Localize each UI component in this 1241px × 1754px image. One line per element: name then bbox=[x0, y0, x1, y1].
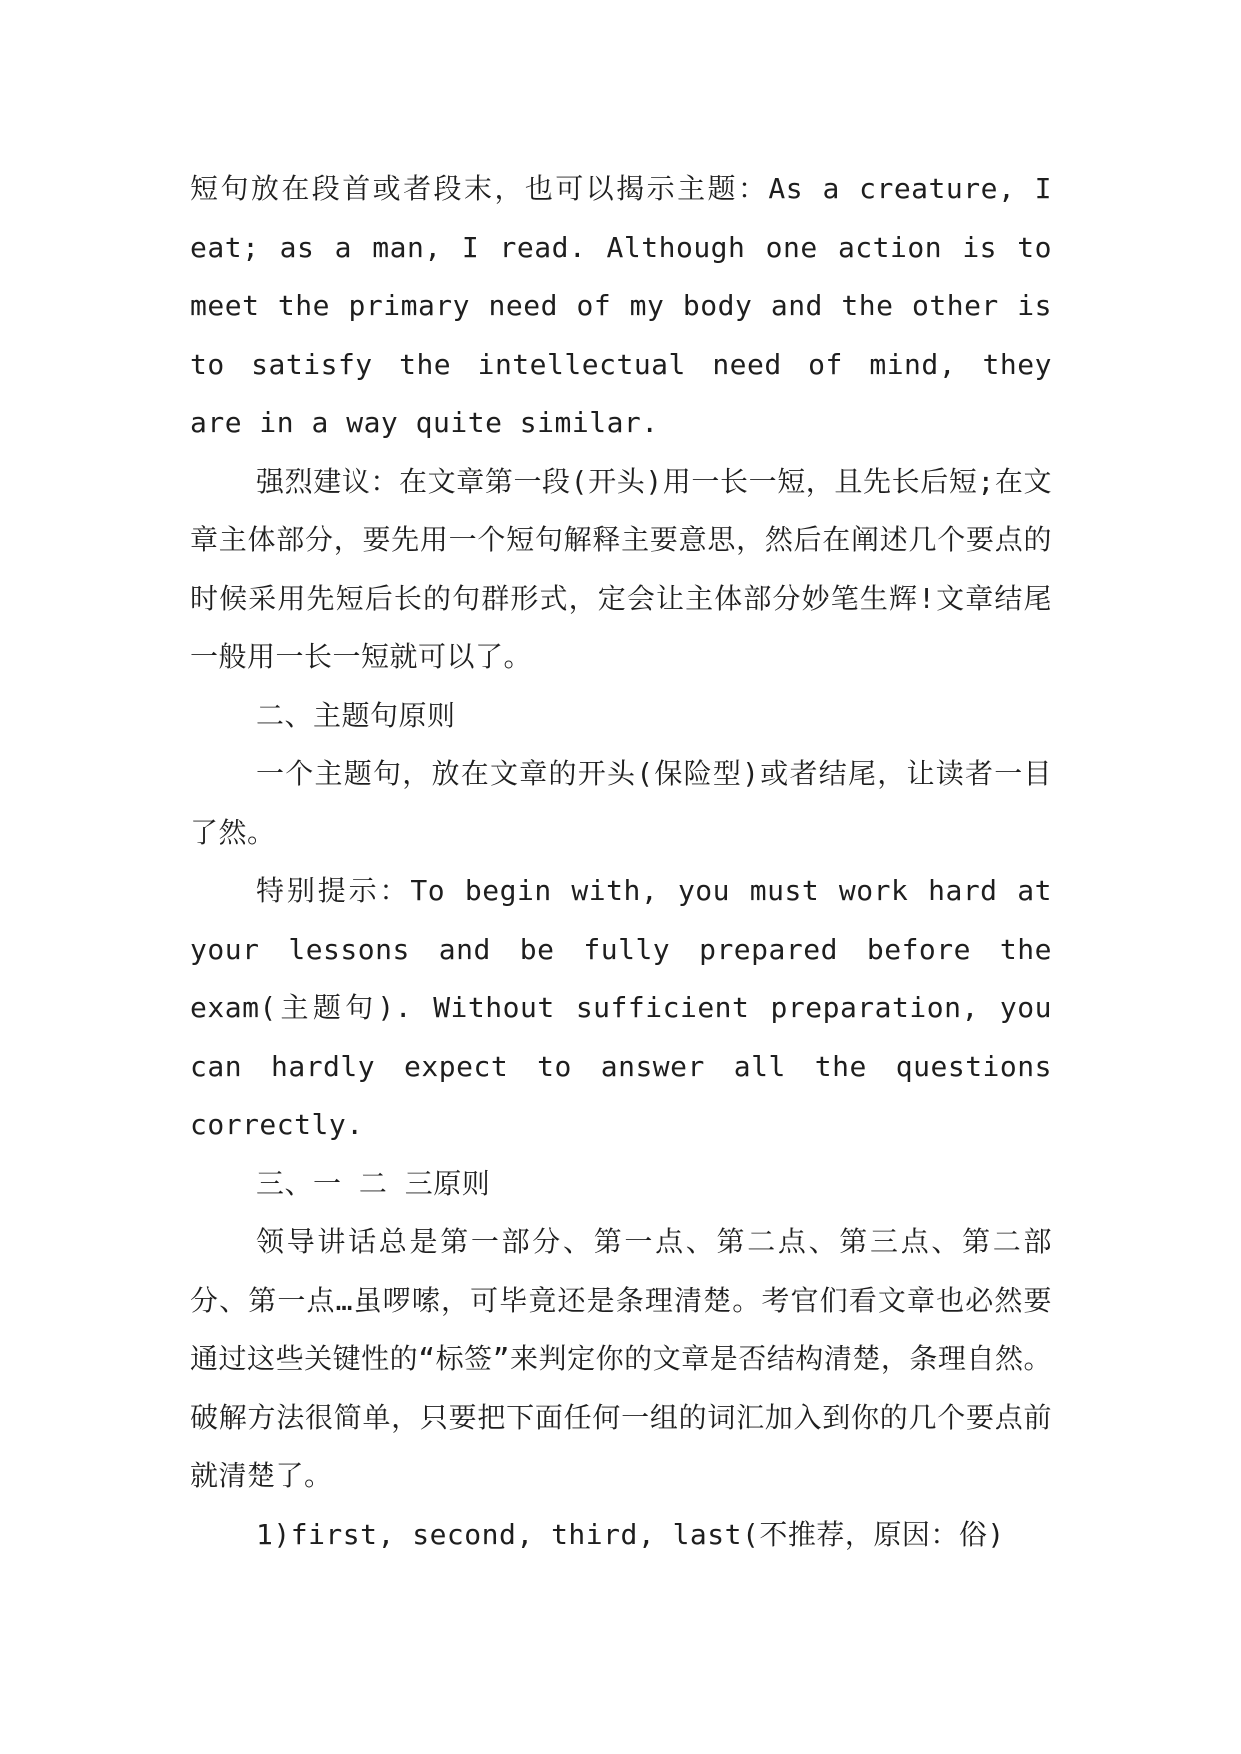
list-item-first-second-third: 1)first, second, third, last(不推荐，原因：俗) bbox=[256, 1517, 1005, 1551]
document-body bbox=[190, 160, 1052, 1564]
paragraph-special-tip: 特别提示：To begin with, you must work hard at your lessons and be fully prepared before the exam(主题句). Without sufficient preparation, you can hardly expect to answer all the questions correctly. bbox=[190, 874, 1052, 1141]
paragraph-short-sentence-example: 短句放在段首或者段末，也可以揭示主题：As a creature, I eat; as a man, I read. Although one action is to meet the primary need of my body and the other is to satisfy the intellectual need of mind, they are in a way quite similar. bbox=[190, 172, 1052, 439]
section-heading-one-two-three-principle: 三、一 二 三原则 bbox=[256, 1166, 491, 1200]
paragraph-strong-suggestion: 强烈建议：在文章第一段(开头)用一长一短，且先长后短;在文章主体部分，要先用一个短句解释主要意思，然后在阐述几个要点的时候采用先短后长的句群形式，定会让主体部分妙笔生辉!文章结尾一般用一长一短就可以了。 bbox=[190, 464, 1052, 673]
paragraph-topic-sentence: 一个主题句，放在文章的开头(保险型)或者结尾，让读者一目了然。 bbox=[190, 757, 1052, 849]
paragraph-leader-speech: 领导讲话总是第一部分、第一点、第二点、第三点、第二部分、第一点…虽啰嗦，可毕竟还是条理清楚。考官们看文章也必然要通过这些关键性的“标签”来判定你的文章是否结构清楚，条理自然。破解方法很简单，只要把下面任何一组的词汇加入到你的几个要点前就清楚了。 bbox=[190, 1225, 1052, 1492]
section-heading-topic-sentence-principle: 二、主题句原则 bbox=[256, 698, 456, 732]
